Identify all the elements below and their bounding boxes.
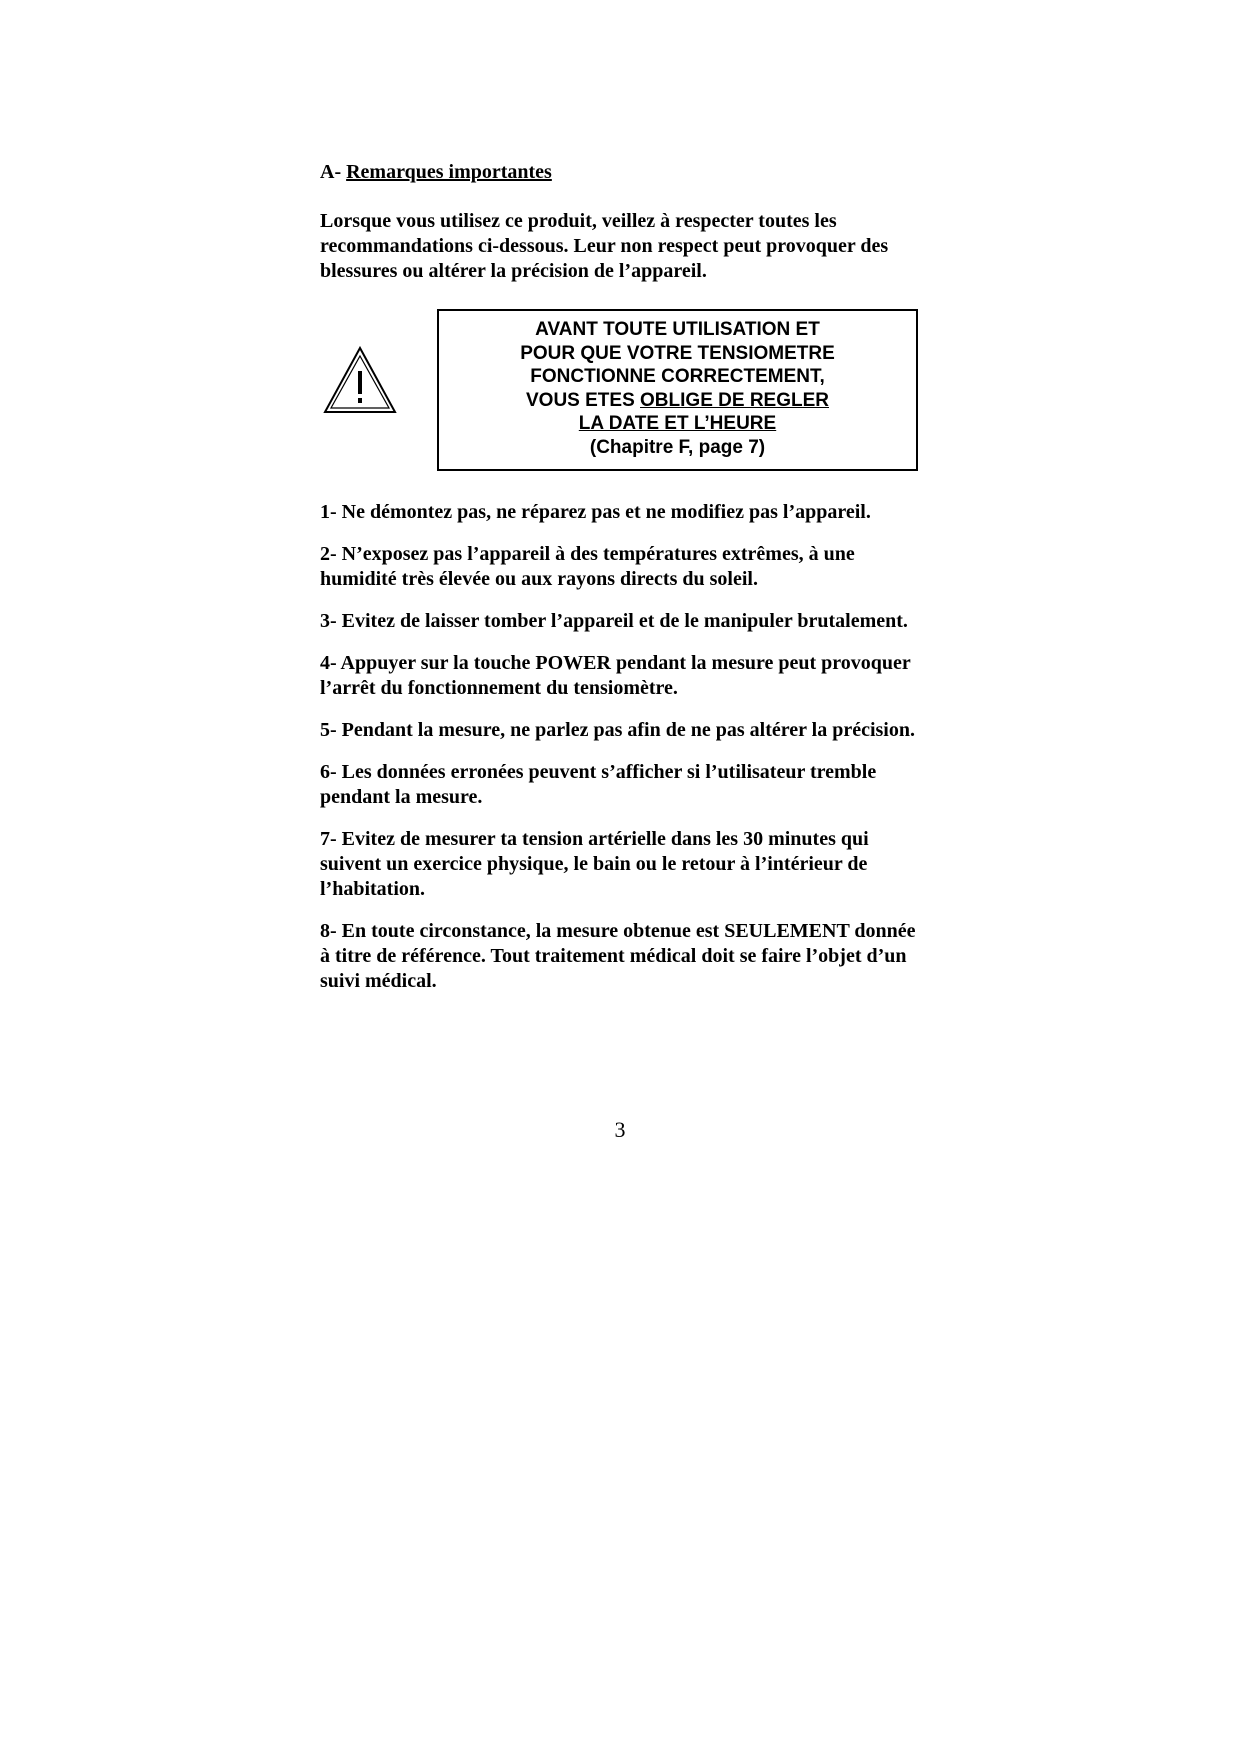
warning-block	[320, 309, 920, 475]
warning-line-2: POUR QUE VOTRE TENSIOMETRE	[520, 342, 835, 364]
warning-line-6: (Chapitre F, page 7)	[589, 436, 766, 458]
warning-line-4-plain: VOUS ETES	[526, 389, 641, 411]
warning-line-1: AVANT TOUTE UTILISATION ET	[535, 319, 820, 340]
list-item: 1- Ne démontez pas, ne réparez pas et ne modifiez pas l’appareil.	[320, 501, 871, 523]
list-item: 3- Evitez de laisser tomber l’appareil et de le manipuler brutalement.	[320, 610, 908, 632]
warning-line-3: FONCTIONNE CORRECTEMENT,	[530, 366, 825, 387]
list-item: 2- N’exposez pas l’appareil à des températures extrêmes, à une humidité très élevée ou aux rayons directs du soleil.	[320, 543, 855, 590]
list-item: 5- Pendant la mesure, ne parlez pas afin de ne pas altérer la précision.	[320, 719, 915, 741]
section-title: Remarques importantes	[346, 161, 552, 183]
list-item: 8- En toute circonstance, la mesure obtenue est SEULEMENT donnée à titre de référence. Tout traitement médical doit se faire l’objet d’un suivi médical.	[320, 920, 916, 992]
section-heading	[320, 160, 920, 184]
warning-triangle-icon	[323, 345, 397, 415]
page-number: 3	[614, 1117, 626, 1142]
page-content	[320, 160, 920, 1011]
recommendation-list	[320, 500, 920, 994]
warning-box	[437, 309, 918, 471]
list-item: 7- Evitez de mesurer ta tension artérielle dans les 30 minutes qui suivent un exercice physique, le bain ou le retour à l’intérieur de l’habitation.	[320, 828, 869, 900]
list-item: 6- Les données erronées peuvent s’afficher si l’utilisateur tremble pendant la mesure.	[320, 761, 877, 808]
warning-line-5: LA DATE ET L’HEURE	[578, 413, 777, 434]
intro-paragraph: Lorsque vous utilisez ce produit, veillez à respecter toutes les recommandations ci-dessous. Leur non respect peut provoquer des blessures ou altérer la précision de l’appareil.	[320, 210, 889, 282]
section-label: A-	[320, 161, 342, 183]
warning-line-4	[439, 389, 916, 413]
list-item: 4- Appuyer sur la touche POWER pendant la mesure peut provoquer l’arrêt du fonctionnement du tensiomètre.	[320, 652, 911, 699]
warning-line-4-underlined: OBLIGE DE REGLER	[640, 389, 829, 411]
